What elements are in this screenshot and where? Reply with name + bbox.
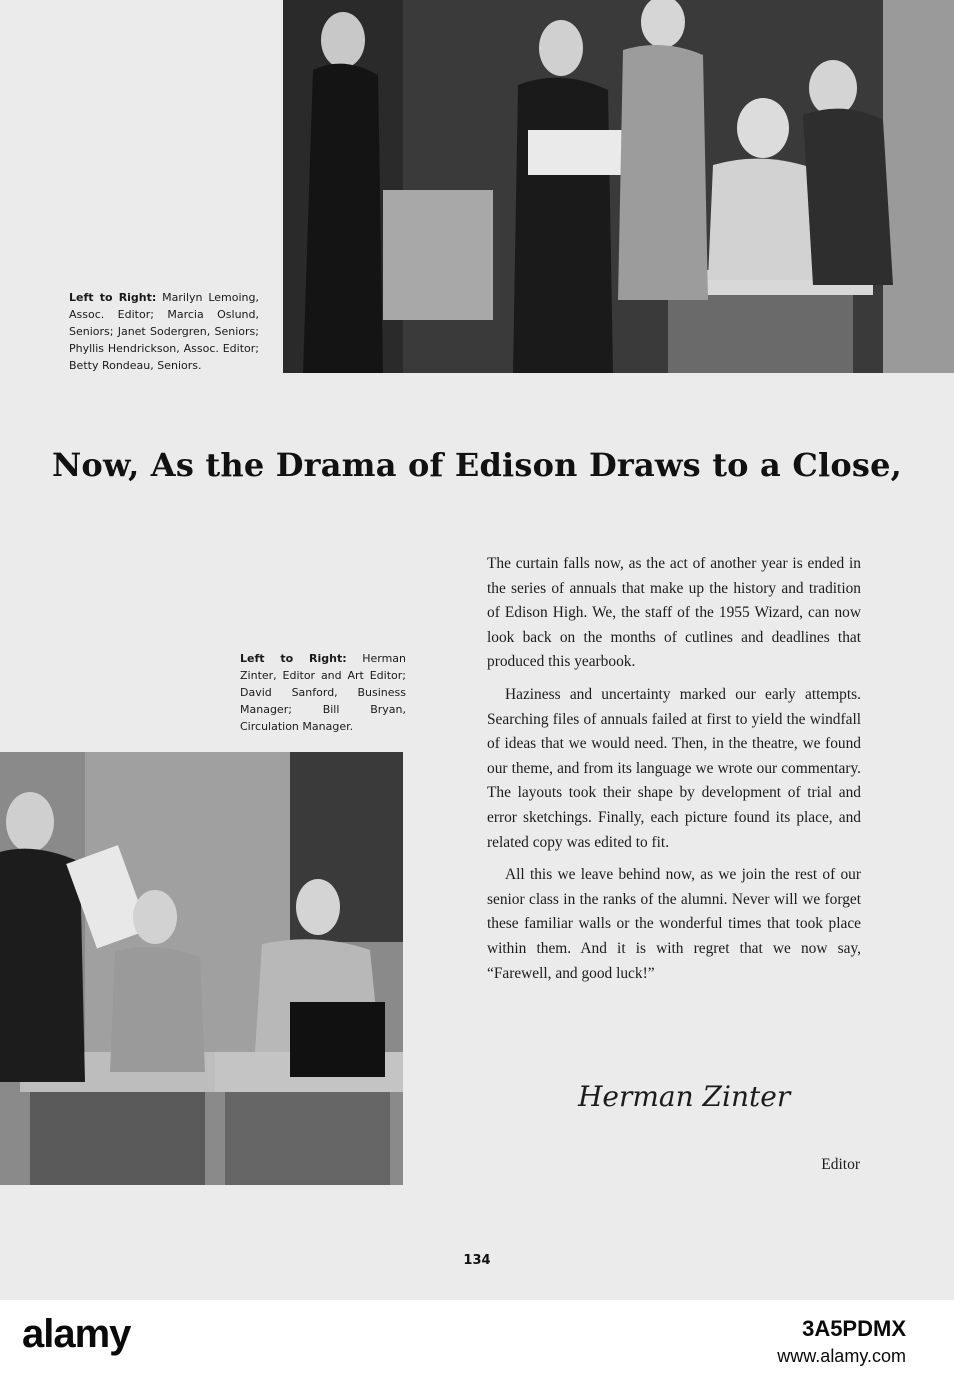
bottom-photo-caption bbox=[240, 650, 406, 735]
image-id: 3A5PDMX bbox=[802, 1316, 906, 1341]
top-photo-caption bbox=[69, 289, 259, 374]
photo-figures-top bbox=[283, 0, 954, 373]
signer-title: Editor bbox=[821, 1156, 860, 1173]
site-url[interactable]: www.alamy.com bbox=[777, 1346, 906, 1366]
page-number: 134 bbox=[463, 1253, 491, 1268]
top-caption-lead: Left to Right: bbox=[69, 291, 157, 304]
signature-text: Herman Zinter bbox=[578, 1080, 791, 1113]
photo-figures-bottom bbox=[0, 752, 403, 1185]
bottom-caption-lead: Left to Right: bbox=[240, 652, 347, 665]
letter-paragraph: Haziness and uncertainty marked our early attempts. Searching files of annuals failed at first to yield the windfall of ideas that we would need. Then, in the theatre, we found our theme, and from its language we wrote our commentary. The layouts took their shape by development of trial and error sketchings. Finally, each picture found its place, and related copy was edited to fit. bbox=[487, 685, 861, 851]
page-headline: Now, As the Drama of Edison Draws to a Close, bbox=[51, 446, 903, 484]
top-caption-text: Marilyn Lemoing, Assoc. Editor; Marcia Oslund, Seniors; Janet Sodergren, Seniors; Phyllis Hendrickson, Assoc. Editor; Betty Rondeau, Seniors. bbox=[69, 291, 259, 372]
editor-signature bbox=[572, 1046, 812, 1132]
editor-letter bbox=[487, 552, 861, 994]
staff-group-photo-bottom bbox=[0, 752, 403, 1185]
letter-paragraph: All this we leave behind now, as we join the rest of our senior class in the ranks of the alumni. Never will we forget these familiar walls or the wonderful times that took place within them. And it is with regret that we now say, “Farewell, and good luck!” bbox=[487, 866, 861, 982]
stock-footer bbox=[0, 1300, 954, 1390]
letter-paragraph: The curtain falls now, as the act of another year is ended in the series of annuals that make up the history and tradition of Edison High. We, the staff of the 1955 Wizard, can now look back on the months of cutlines and deadlines that produced this yearbook. bbox=[487, 555, 861, 671]
brand-logo: alamy bbox=[22, 1312, 131, 1356]
bottom-caption-text: Herman Zinter, Editor and Art Editor; David Sanford, Business Manager; Bill Bryan, Circulation Manager. bbox=[240, 652, 407, 733]
staff-group-photo-top bbox=[283, 0, 954, 373]
